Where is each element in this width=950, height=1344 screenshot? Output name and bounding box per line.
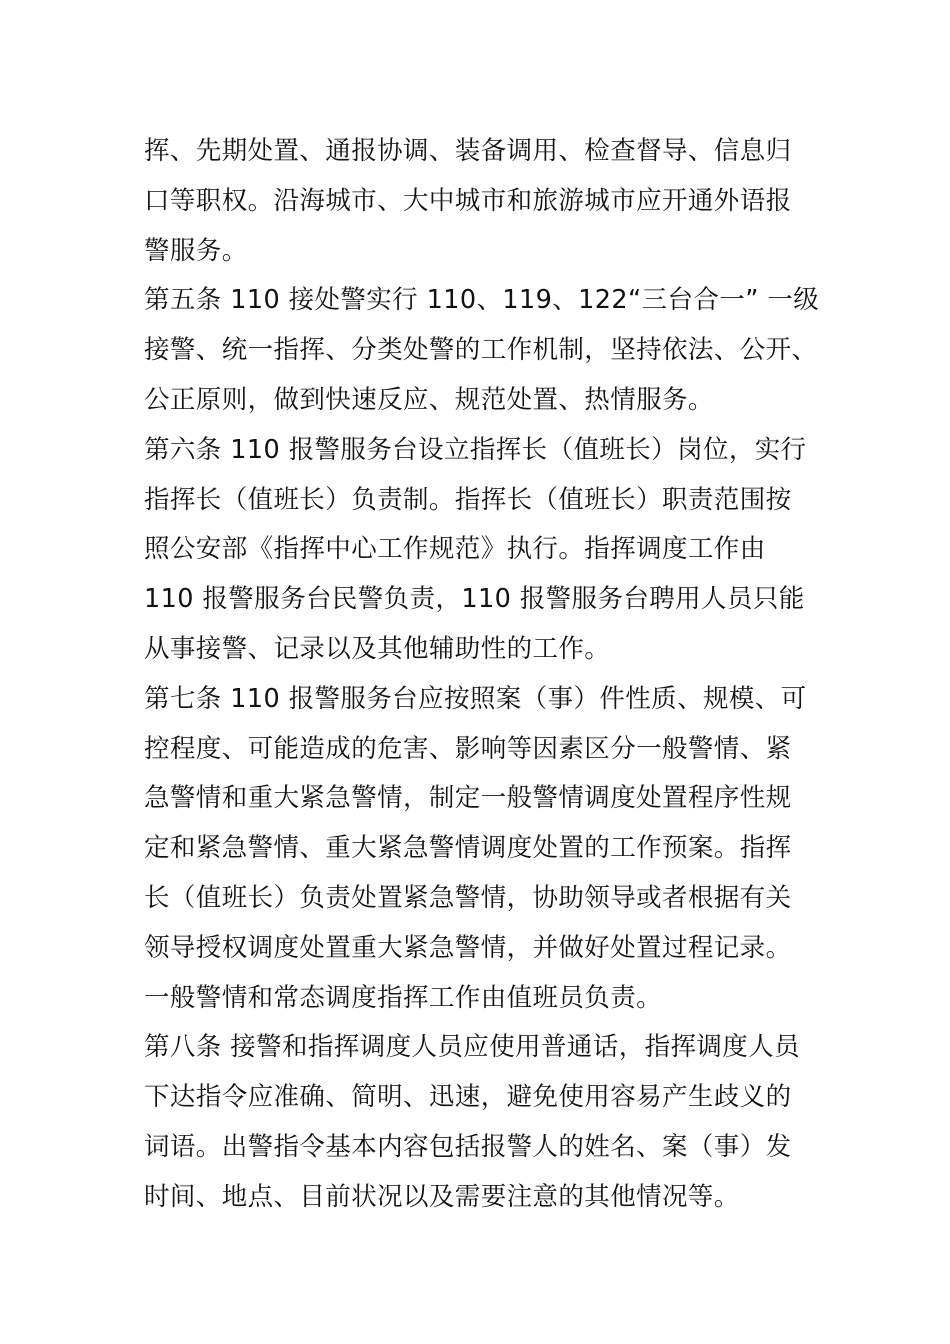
text-line: 急警情和重大紧急警情，制定一般警情调度处置程序性规 — [144, 783, 792, 814]
text-line: 110 报警服务台民警负责，110 报警服务台聘用人员只能 — [144, 584, 805, 615]
text-line: 从事接警、记录以及其他辅助性的工作。 — [144, 633, 611, 664]
text-line: 下达指令应准确、简明、迅速，避免使用容易产生歧义的 — [144, 1082, 792, 1113]
text-line: 定和紧急警情、重大紧急警情调度处置的工作预案。指挥 — [144, 833, 792, 864]
text-line: 控程度、可能造成的危害、影响等因素区分一般警情、紧 — [144, 733, 792, 764]
article-6-heading-line: 第六条 110 报警服务台设立指挥长（值班长）岗位，实行 — [144, 434, 807, 465]
article-5-heading-line: 第五条 110 接处警实行 110、119、122“三台合一” 一级 — [144, 285, 820, 316]
text-line: 口等职权。沿海城市、大中城市和旅游城市应开通外语报 — [144, 185, 792, 216]
text-line: 公正原则，做到快速反应、规范处置、热情服务。 — [144, 384, 714, 415]
text-line: 一般警情和常态调度指挥工作由值班员负责。 — [144, 982, 663, 1013]
text-line: 接警、统一指挥、分类处警的工作机制，坚持依法、公开、 — [144, 335, 818, 366]
text-line: 词语。出警指令基本内容包括报警人的姓名、案（事）发 — [144, 1131, 792, 1162]
article-7-heading-line: 第七条 110 报警服务台应按照案（事）件性质、规模、可 — [144, 683, 807, 714]
text-line: 挥、先期处置、通报协调、装备调用、检查督导、信息归 — [144, 136, 792, 166]
text-line: 领导授权调度处置重大紧急警情，并做好处置过程记录。 — [144, 932, 792, 963]
text-line: 长（值班长）负责处置紧急警情，协助领导或者根据有关 — [144, 882, 792, 913]
text-line: 警服务。 — [144, 235, 248, 266]
text-line: 指挥长（值班长）负责制。指挥长（值班长）职责范围按 — [144, 484, 792, 515]
body-text — [144, 127, 824, 1223]
text-line: 时间、地点、目前状况以及需要注意的其他情况等。 — [144, 1181, 740, 1212]
text-line: 照公安部《指挥中心工作规范》执行。指挥调度工作由 — [144, 534, 766, 565]
article-8-heading-line: 第八条 接警和指挥调度人员应使用普通话，指挥调度人员 — [144, 1032, 801, 1063]
